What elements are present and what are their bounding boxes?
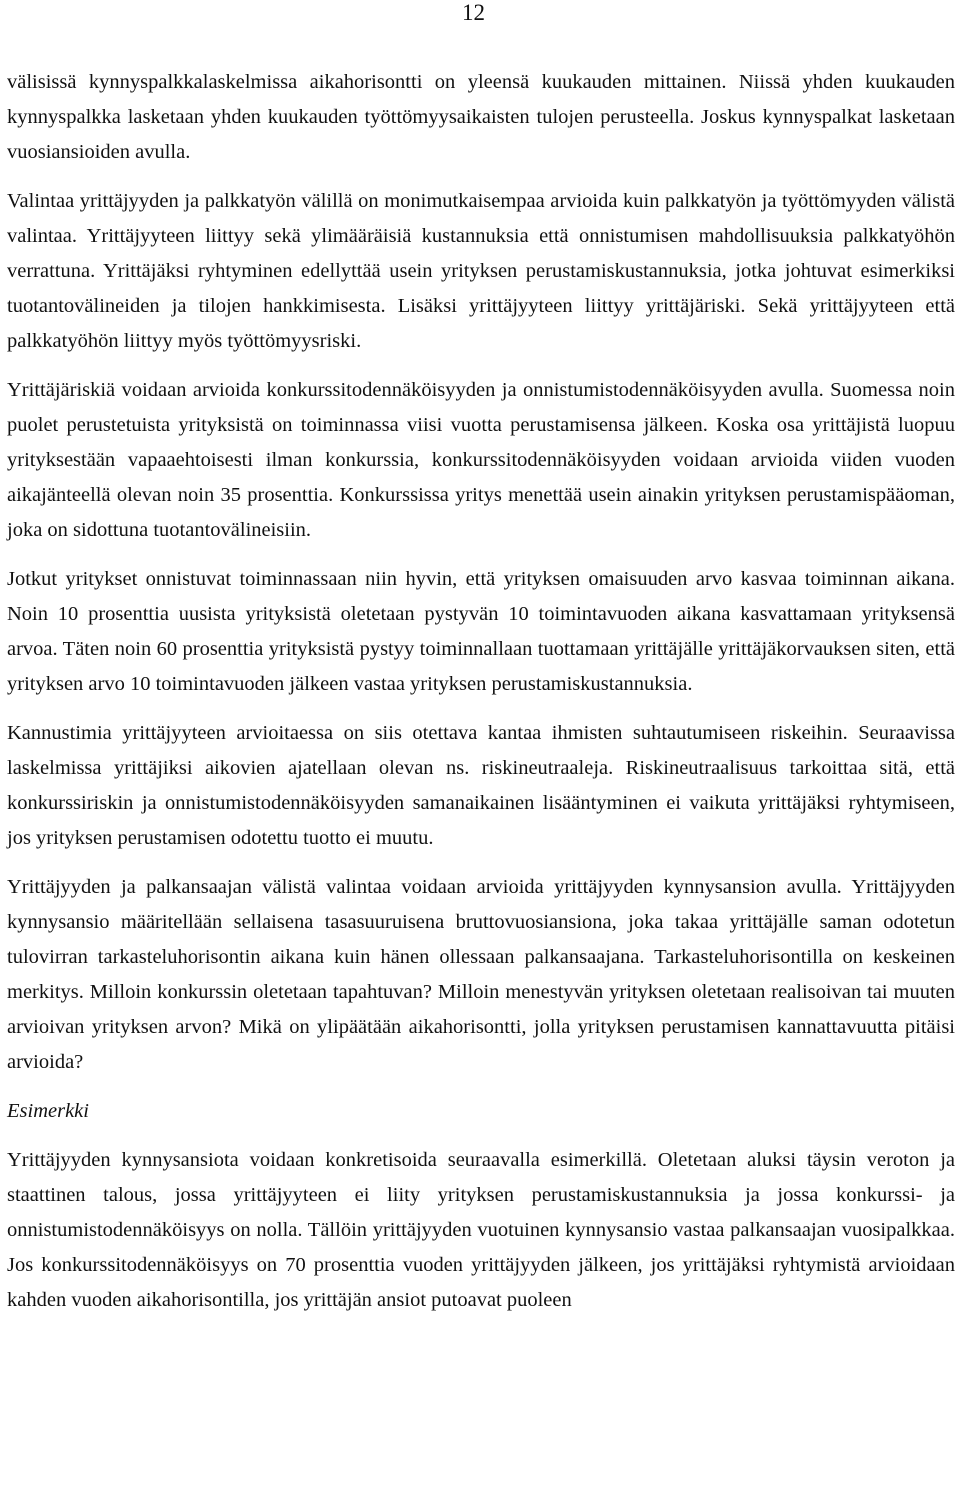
document-body [7, 65, 955, 1332]
page-number: 12 [462, 0, 485, 25]
section-heading: Esimerkki [7, 1100, 89, 1122]
paragraph: Yrittäjyyden ja palkansaajan välistä valintaa voidaan arvioida yrittäjyyden kynnysansion avulla. Yrittäjyyden kynnysansio määritellään sellaisena tasasuuruisena bruttovuosiansiona, joka takaa yrittäjälle saman odotetun tulovirran tarkasteluhorisontin aikana kuin hänen ollessaan palkansaajana. Tarkasteluhorisontilla on keskeinen merkitys. Milloin konkurssin oletetaan tapahtuvan? Milloin menestyvän yrityksen oletetaan realisoivan tai muuten arvioivan yrityksen arvon? Mikä on ylipäätään aikahorisontti, jolla yrityksen perustamisen kannattavuutta pitäisi arvioida? [7, 876, 955, 1073]
example-paragraph: Yrittäjyyden kynnysansiota voidaan konkretisoida seuraavalla esimerkillä. Oletetaan aluksi täysin veroton ja staattinen talous, jossa yrittäjyyteen ei liity yrityksen perustamiskustannuksia ja jossa konkurssi- ja onnistumistodennäköisyys on nolla. Tällöin yrittäjyyden vuotuinen kynnysansio vastaa palkansaajan vuosipalkkaa. Jos konkurssitodennäköisyys on 70 prosenttia vuoden yrittäjyyden jälkeen, jos yrittäjäksi ryhtymistä arvioidaan kahden vuoden aikahorisontilla, jos yrittäjän ansiot putoavat puoleen [7, 1149, 955, 1311]
paragraph: Kannustimia yrittäjyyteen arvioitaessa on siis otettava kantaa ihmisten suhtautumiseen riskeihin. Seuraavissa laskelmissa yrittäjiksi aikovien ajatellaan olevan ns. riskineutraaleja. Riskineutraalisuus tarkoittaa sitä, että konkurssiriskin ja onnistumistodennäköisyyden samanaikainen lisääntyminen ei vaikuta yrittäjäksi ryhtymiseen, jos yrityksen perustamisen odotettu tuotto ei muutu. [7, 722, 955, 849]
paragraph: Yrittäjäriskiä voidaan arvioida konkurssitodennäköisyyden ja onnistumistodennäköisyyden avulla. Suomessa noin puolet perustetuista yrityksistä on toiminnassa viisi vuotta perustamisensa jälkeen. Koska osa yrittäjistä luopuu yrityksestään vapaaehtoisesti ilman konkurssia, konkurssitodennäköisyyden voidaan arvioida viiden vuoden aikajänteellä olevan noin 35 prosenttia. Konkurssissa yritys menettää usein ainakin yrityksen perustamispääoman, joka on sidottuna tuotantovälineisiin. [7, 379, 955, 541]
paragraph: Jotkut yritykset onnistuvat toiminnassaan niin hyvin, että yrityksen omaisuuden arvo kasvaa toiminnan aikana. Noin 10 prosenttia uusista yrityksistä oletetaan pystyvän 10 toimintavuoden aikana kasvattamaan yrityksensä arvoa. Täten noin 60 prosenttia yrityksistä pystyy toiminnallaan tuottamaan yrittäjälle yrittäjäkorvauksen siten, että yrityksen arvo 10 toimintavuoden jälkeen vastaa yrityksen perustamiskustannuksia. [7, 568, 955, 695]
paragraph: Valintaa yrittäjyyden ja palkkatyön välillä on monimutkaisempaa arvioida kuin palkkatyön ja työttömyyden välistä valintaa. Yrittäjyyteen liittyy sekä ylimääräisiä kustannuksia että onnistumisen mahdollisuuksia palkkatyöhön verrattuna. Yrittäjäksi ryhtyminen edellyttää usein yrityksen perustamiskustannuksia, jotka johtuvat esimerkiksi tuotantovälineiden ja tilojen hankkimisesta. Lisäksi yrittäjyyteen liittyy yrittäjäriski. Sekä yrittäjyyteen että palkkatyöhön liittyy myös työttömyysriski. [7, 190, 955, 352]
paragraph: välisissä kynnyspalkkalaskelmissa aikahorisontti on yleensä kuukauden mittainen. Niissä yhden kuukauden kynnyspalkka lasketaan yhden kuukauden työttömyysaikaisten tulojen perusteella. Joskus kynnyspalkat lasketaan vuosiansioiden avulla. [7, 71, 955, 163]
